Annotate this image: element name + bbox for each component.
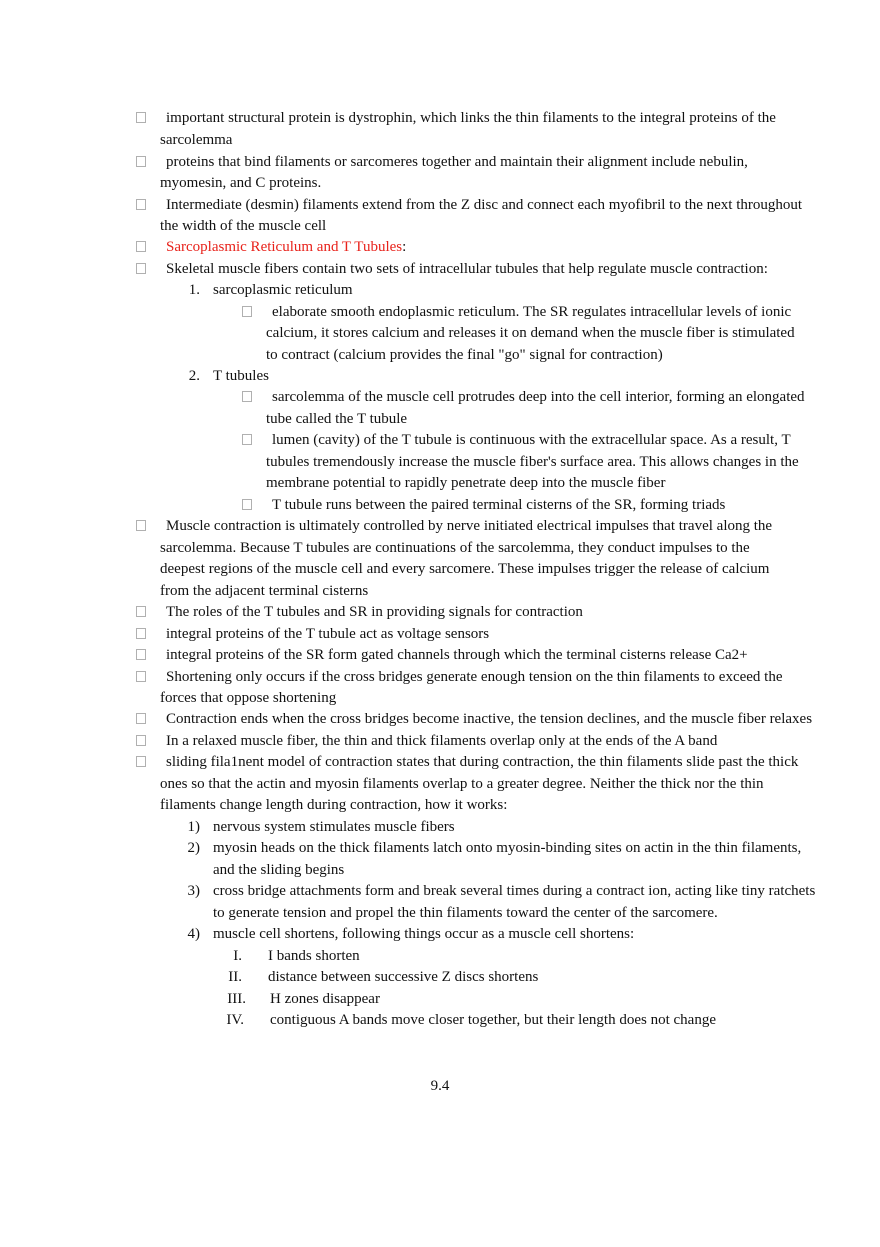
page-number: 9.4 xyxy=(430,1078,450,1094)
text-line: elaborate smooth endoplasmic reticulum. The SR regulates intracellular levels of ionic xyxy=(272,304,792,320)
list-number: IV. xyxy=(226,1012,244,1028)
text-line: to generate tension and propel the thin filaments toward the center of the sarcomere. xyxy=(213,905,718,921)
text-line: filaments change length during contraction, how it works: xyxy=(160,797,508,813)
bullet-icon xyxy=(136,713,146,724)
text-line: myomesin, and C proteins. xyxy=(160,175,322,191)
bullet-icon xyxy=(242,499,252,510)
text-line: sarcoplasmic reticulum xyxy=(213,282,353,298)
list-number: 1. xyxy=(188,282,200,298)
text-line: integral proteins of the T tubule act as voltage sensors xyxy=(166,626,490,642)
text-line: Skeletal muscle fibers contain two sets of intracellular tubules that help regulate muscle contraction: xyxy=(166,261,768,277)
text-line: H zones disappear xyxy=(270,991,380,1007)
list-number: 2. xyxy=(188,368,200,384)
text-line: T tubules xyxy=(213,368,269,384)
text-line: Shortening only occurs if the cross bridges generate enough tension on the thin filaments to exceed the xyxy=(166,669,783,685)
bullet-icon xyxy=(136,263,146,274)
text-line: T tubule runs between the paired terminal cisterns of the SR, forming triads xyxy=(272,497,726,513)
bullet-icon xyxy=(136,628,146,639)
section-heading-text: Sarcoplasmic Reticulum and T Tubules xyxy=(166,239,403,255)
text-line: sarcolemma of the muscle cell protrudes deep into the cell interior, forming an elongated xyxy=(272,389,805,405)
bullet-icon xyxy=(136,199,146,210)
bullet-icon xyxy=(136,520,146,531)
section-heading xyxy=(166,238,406,256)
bullet-icon xyxy=(136,756,146,767)
bullet-icon xyxy=(136,671,146,682)
list-number: 3) xyxy=(187,883,200,899)
text-line: the width of the muscle cell xyxy=(160,218,327,234)
bullet-icon xyxy=(242,434,252,445)
text-line: calcium, it stores calcium and releases it on demand when the muscle fiber is stimulated xyxy=(266,325,795,341)
text-line: membrane potential to rapidly penetrate deep into the muscle fiber xyxy=(266,475,666,491)
text-line: integral proteins of the SR form gated channels through which the terminal cisterns release Ca2+ xyxy=(166,647,748,663)
bullet-icon xyxy=(136,112,146,123)
heading-colon: : xyxy=(402,239,407,255)
list-number: III. xyxy=(227,991,246,1007)
text-line: tubules tremendously increase the muscle fiber's surface area. This allows changes in the xyxy=(266,454,799,470)
text-line: to contract (calcium provides the final "go" signal for contraction) xyxy=(266,347,663,363)
bullet-icon xyxy=(136,606,146,617)
text-line: distance between successive Z discs shortens xyxy=(268,969,539,985)
text-line: muscle cell shortens, following things occur as a muscle cell shortens: xyxy=(213,926,635,942)
list-number: 4) xyxy=(187,926,200,942)
text-line: important structural protein is dystrophin, which links the thin filaments to the integral proteins of the xyxy=(166,110,776,126)
text-line: Contraction ends when the cross bridges become inactive, the tension declines, and the muscle fiber relaxes xyxy=(166,711,813,727)
text-line: sarcolemma. Because T tubules are continuations of the sarcolemma, they conduct impulses to the xyxy=(160,540,750,556)
text-line: Intermediate (desmin) filaments extend from the Z disc and connect each myofibril to the next throughout xyxy=(166,197,803,213)
text-line: In a relaxed muscle fiber, the thin and thick filaments overlap only at the ends of the A band xyxy=(166,733,718,749)
text-line: forces that oppose shortening xyxy=(160,690,337,706)
text-line: proteins that bind filaments or sarcomeres together and maintain their alignment include nebulin, xyxy=(166,154,748,170)
text-line: The roles of the T tubules and SR in providing signals for contraction xyxy=(166,604,583,620)
text-line: from the adjacent terminal cisterns xyxy=(160,583,369,599)
bullet-icon xyxy=(242,391,252,402)
text-line: nervous system stimulates muscle fibers xyxy=(213,819,455,835)
text-line: sarcolemma xyxy=(160,132,233,148)
list-number: I. xyxy=(233,948,242,964)
bullet-icon xyxy=(136,735,146,746)
list-number: 2) xyxy=(187,840,200,856)
text-line: Muscle contraction is ultimately controlled by nerve initiated electrical impulses that travel along the xyxy=(166,518,773,534)
text-line: I bands shorten xyxy=(268,948,360,964)
text-line: sliding fila1nent model of contraction states that during contraction, the thin filaments slide past the thick xyxy=(166,754,799,770)
text-line: myosin heads on the thick filaments latch onto myosin-binding sites on actin in the thin filaments, xyxy=(213,840,802,856)
text-line: ones so that the actin and myosin filaments overlap to a greater degree. Neither the thick nor the thin xyxy=(160,776,764,792)
list-number: II. xyxy=(228,969,242,985)
bullet-icon xyxy=(242,306,252,317)
text-line: contiguous A bands move closer together, but their length does not change xyxy=(270,1012,716,1028)
list-number: 1) xyxy=(187,819,200,835)
text-line: cross bridge attachments form and break several times during a contract ion, acting like tiny ratchets xyxy=(213,883,816,899)
text-line: tube called the T tubule xyxy=(266,411,408,427)
bullet-icon xyxy=(136,156,146,167)
text-line: and the sliding begins xyxy=(213,862,345,878)
text-line: deepest regions of the muscle cell and every sarcomere. These impulses trigger the release of calcium xyxy=(160,561,770,577)
bullet-icon xyxy=(136,649,146,660)
bullet-icon xyxy=(136,241,146,252)
text-line: lumen (cavity) of the T tubule is continuous with the extracellular space. As a result, T xyxy=(272,432,791,448)
